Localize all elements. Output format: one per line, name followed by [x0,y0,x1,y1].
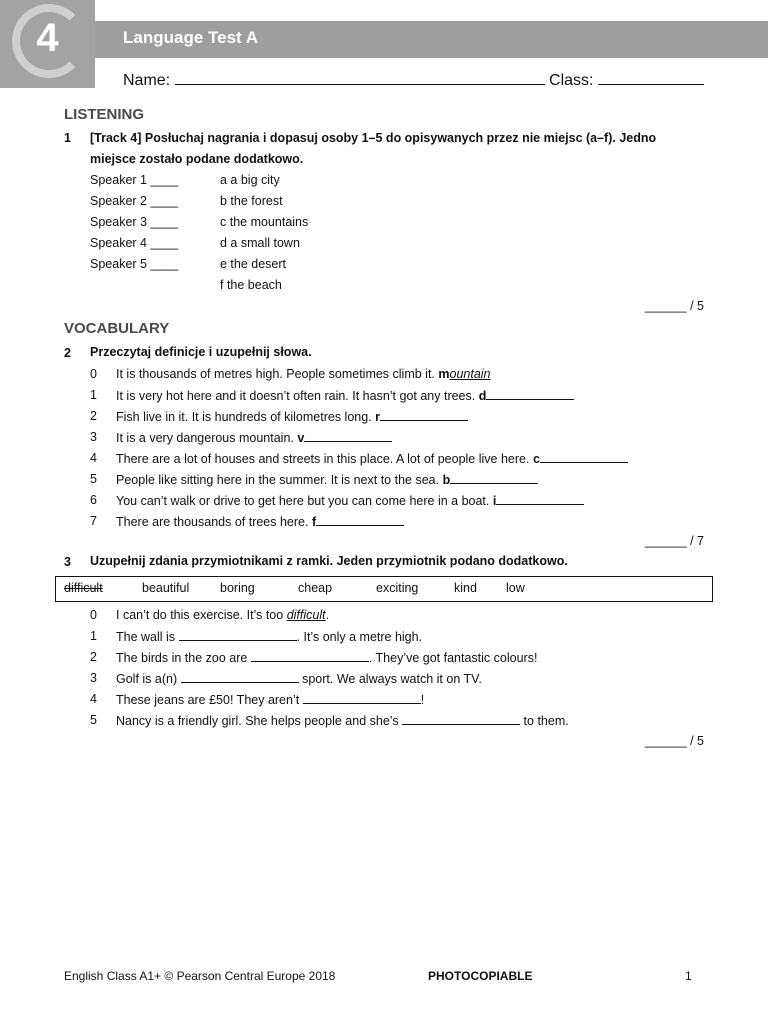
task-2-item [116,451,628,466]
task-2-item [116,472,538,487]
task-3-answer-blank[interactable] [251,650,369,662]
speaker-item[interactable]: Speaker 4 ____ [90,236,179,250]
task-3-text-after: . It’s only a metre high. [296,630,423,644]
footer-photocopiable: PHOTOCOPIABLE [428,969,533,983]
class-field[interactable] [598,70,704,85]
task-2-item-number: 6 [90,493,97,507]
task-2-item-number: 4 [90,451,97,465]
task-3-item-number: 0 [90,608,97,622]
task-2-item-number: 1 [90,388,97,402]
task-2-item-text: There are thousands of trees here. [116,515,309,529]
task-2-item-number: 7 [90,514,97,528]
task-3-answer-blank[interactable] [402,713,520,725]
task-2-item [116,430,392,445]
task-2-number: 2 [64,346,71,360]
footer-copyright: English Class A1+ © Pearson Central Europe 2018 [64,969,336,983]
task-3-item-number: 5 [90,713,97,727]
task-3-item [116,608,329,622]
speaker-item[interactable]: Speaker 3 ____ [90,215,179,229]
task-2-answer-blank[interactable] [316,514,404,526]
task-2-first-letter: f [311,515,317,529]
speaker-item[interactable]: Speaker 1 ____ [90,173,179,187]
task-3-text-before: The birds in the zoo are [116,651,248,665]
task-2-item-number: 5 [90,472,97,486]
word-box-word: cheap [298,581,333,595]
task-2-item-text: It is thousands of metres high. People sometimes climb it. [116,367,435,381]
word-box-word: boring [220,581,255,595]
task-2-first-letter: m [438,367,450,381]
word-box-word: kind [454,581,477,595]
place-option: a a big city [220,173,280,187]
task-3-item [116,629,422,644]
task-2-item-text: You can’t walk or drive to get here but you can come here in a boat. [116,494,490,508]
task-2-answer-blank[interactable] [450,472,538,484]
unit-badge [0,0,95,88]
place-option: f the beach [220,278,282,292]
task-2-item [116,367,491,381]
vocabulary-heading: VOCABULARY [64,320,170,337]
task-2-answer-blank[interactable] [486,388,574,400]
task-3-item [116,671,482,686]
task-3-instruction: Uzupełnij zdania przymiotnikami z ramki. Jeden przymiotnik podano dodatkowo. [90,554,568,568]
task-1-score: ______ / 5 [644,299,704,313]
task-2-first-letter: r [375,410,381,424]
task-1-instruction-line2: miejsce zostało podane dodatkowo. [90,152,304,166]
word-box-word: difficult [64,581,103,595]
task-2-item [116,493,584,508]
word-box [55,576,713,602]
place-option: c the mountains [220,215,309,229]
task-2-first-letter: v [297,431,305,445]
task-3-item-number: 2 [90,650,97,664]
task-3-example-answer: difficult [286,608,326,622]
task-2-item-text: It is very hot here and it doesn’t often rain. It hasn’t got any trees. [116,389,476,403]
name-label: Name: [123,72,171,89]
name-field[interactable] [175,70,545,85]
class-label: Class: [549,72,594,89]
task-3-item [116,692,424,707]
footer-page-number: 1 [685,969,692,983]
task-2-item-text: People like sitting here in the summer. It is next to the sea. [116,473,440,487]
task-2-item [116,514,404,529]
task-2-score: ______ / 7 [644,534,704,548]
task-2-item-text: It is a very dangerous mountain. [116,431,294,445]
task-3-text-before: I can’t do this exercise. It’s too [116,608,284,622]
task-2-first-letter: b [442,473,451,487]
task-3-item [116,713,569,728]
word-box-word: exciting [376,581,419,595]
listening-heading: LISTENING [64,106,145,123]
task-2-answer-blank[interactable] [304,430,392,442]
task-3-text-before: The wall is [116,630,176,644]
task-3-text-before: Nancy is a friendly girl. She helps people and she’s [116,714,399,728]
task-3-item-number: 4 [90,692,97,706]
task-2-item-text: Fish live in it. It is hundreds of kilometres long. [116,410,372,424]
unit-number: 4 [36,16,59,60]
place-option: d a small town [220,236,300,250]
task-2-answer-blank[interactable] [496,493,584,505]
task-3-number: 3 [64,555,71,569]
task-2-example-answer: ountain [449,367,491,381]
task-3-text-after: . [325,608,330,622]
task-3-text-after: ! [420,693,425,707]
task-3-answer-blank[interactable] [179,629,297,641]
task-3-item-number: 1 [90,629,97,643]
task-3-answer-blank[interactable] [303,692,421,704]
task-2-item [116,409,468,424]
task-1-instruction [90,128,710,170]
task-3-item-number: 3 [90,671,97,685]
word-box-word: beautiful [142,581,190,595]
task-1-number: 1 [64,131,71,145]
task-3-text-after: to them. [523,714,569,728]
task-2-first-letter: d [478,389,487,403]
task-3-text-after: sport. We always watch it on TV. [302,672,482,686]
task-1-instruction-line1: [Track 4] Posłuchaj nagrania i dopasuj osoby 1–5 do opisywanych przez nie miejsc (a–f). Jedno [90,131,657,145]
task-2-first-letter: i [492,494,497,508]
task-2-first-letter: c [532,452,540,466]
task-2-answer-blank[interactable] [540,451,628,463]
task-2-item-number: 0 [90,367,97,381]
test-title: Language Test A [123,28,259,47]
task-3-text-after: . They’ve got fantastic colours! [368,651,538,665]
task-2-instruction: Przeczytaj definicje i uzupełnij słowa. [90,345,312,359]
name-class-line [123,70,704,90]
place-option: e the desert [220,257,287,271]
task-3-item [116,650,537,665]
task-3-answer-blank[interactable] [181,671,299,683]
task-2-answer-blank[interactable] [380,409,468,421]
task-2-item [116,388,574,403]
task-2-item-text: There are a lot of houses and streets in this place. A lot of people live here. [116,452,530,466]
speaker-item[interactable]: Speaker 5 ____ [90,257,179,271]
word-box-word: low [506,581,525,595]
task-2-item-number: 2 [90,409,97,423]
task-2-item-number: 3 [90,430,97,444]
task-3-score: ______ / 5 [644,734,704,748]
place-option: b the forest [220,194,283,208]
task-3-text-before: These jeans are £50! They aren’t [116,693,300,707]
speaker-item[interactable]: Speaker 2 ____ [90,194,179,208]
task-3-text-before: Golf is a(n) [116,672,178,686]
